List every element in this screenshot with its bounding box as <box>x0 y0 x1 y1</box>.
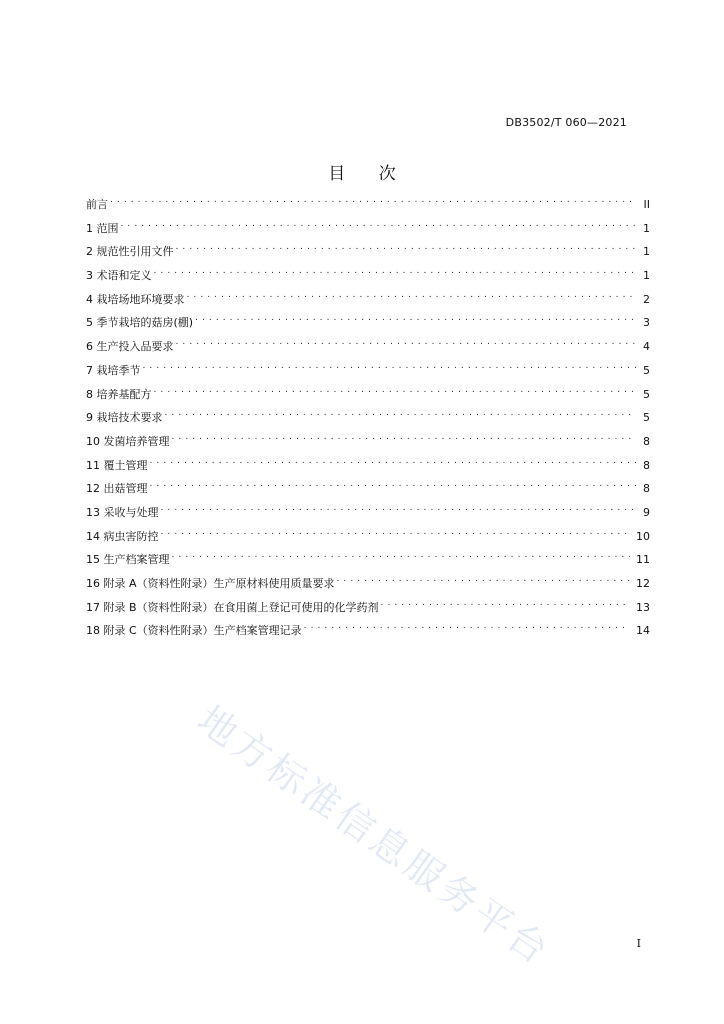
dot-leader <box>154 382 637 398</box>
toc-entry-label: 15 生产档案管理 <box>86 553 170 567</box>
dot-leader <box>195 310 636 326</box>
toc-entry-label: 前言 <box>86 198 108 211</box>
toc-entry-label: 4 栽培场地环境要求 <box>86 292 185 306</box>
dot-leader <box>176 334 637 350</box>
toc-entry-page: 9 <box>643 505 650 519</box>
toc-entry-label: 16 附录 A（资料性附录）生产原材料使用质量要求 <box>86 577 335 590</box>
toc-entry-page: 11 <box>636 553 650 567</box>
dot-leader <box>337 571 630 587</box>
toc-entry-production-inputs[interactable] <box>86 334 650 358</box>
toc-entry-page: 1 <box>643 221 650 235</box>
toc-entry-label: 12 出菇管理 <box>86 482 148 496</box>
page-number: I <box>636 937 641 950</box>
dot-leader <box>154 263 637 279</box>
toc-entry-foreword[interactable] <box>86 192 650 216</box>
dot-leader <box>172 429 637 445</box>
toc-entry-terms-definitions[interactable] <box>86 263 650 287</box>
toc-entry-spawn-running[interactable] <box>86 429 650 453</box>
toc-entry-page: 5 <box>643 363 650 377</box>
toc-entry-label: 6 生产投入品要求 <box>86 340 174 354</box>
toc-entry-label: 7 栽培季节 <box>86 363 141 377</box>
toc-entry-label: 17 附录 B（资料性附录）在食用菌上登记可使用的化学药剂 <box>86 600 379 614</box>
dot-leader <box>165 405 637 421</box>
toc-entry-label: 5 季节栽培的菇房(棚) <box>86 316 194 330</box>
toc-entry-page: 8 <box>643 434 650 448</box>
toc-entry-casing-management[interactable] <box>86 453 650 477</box>
dot-leader <box>161 500 637 516</box>
toc-entry-mushroom-house[interactable] <box>86 310 650 334</box>
toc-entry-fruiting-management[interactable] <box>86 476 650 500</box>
toc-entry-label: 8 培养基配方 <box>86 387 152 401</box>
watermark: 地方标准信息服务平台 <box>189 697 559 975</box>
toc-entry-page: 3 <box>643 316 650 330</box>
dot-leader <box>143 358 637 374</box>
toc-entry-page: 1 <box>643 269 650 283</box>
toc-entry-page: II <box>643 198 650 211</box>
toc-entry-page: 13 <box>636 600 650 614</box>
toc-entry-appendix-b[interactable] <box>86 595 650 619</box>
toc-entry-site-environment[interactable] <box>86 287 650 311</box>
toc-entry-label: 1 范围 <box>86 221 119 235</box>
toc-entry-normative-references[interactable] <box>86 239 650 263</box>
toc-entry-label: 14 病虫害防控 <box>86 529 159 543</box>
dot-leader <box>150 476 637 492</box>
toc-entry-label: 10 发菌培养管理 <box>86 434 170 448</box>
toc-entry-label: 9 栽培技术要求 <box>86 411 163 425</box>
dot-leader <box>176 239 637 255</box>
dot-leader <box>150 453 637 469</box>
dot-leader <box>381 595 630 611</box>
toc-entry-medium-formula[interactable] <box>86 382 650 406</box>
toc-entry-label: 2 规范性引用文件 <box>86 245 174 259</box>
toc-entry-page: 10 <box>636 529 650 543</box>
toc-entry-page: 1 <box>643 245 650 259</box>
toc-entry-technical-requirements[interactable] <box>86 405 650 429</box>
toc-entry-page: 5 <box>643 411 650 425</box>
dot-leader <box>304 618 630 634</box>
toc-entry-scope[interactable] <box>86 216 650 240</box>
dot-leader <box>121 216 637 232</box>
toc-entry-cultivation-season[interactable] <box>86 358 650 382</box>
dot-leader <box>161 524 631 540</box>
toc-entry-label: 18 附录 C（资料性附录）生产档案管理记录 <box>86 624 302 638</box>
toc-entry-page: 5 <box>643 387 650 401</box>
toc-entry-appendix-c[interactable] <box>86 618 650 642</box>
toc-entry-page: 8 <box>643 482 650 496</box>
toc-title: 目 次 <box>328 164 410 184</box>
document-code: DB3502/T 060—2021 <box>505 116 627 129</box>
toc-entry-records-management[interactable] <box>86 547 650 571</box>
toc-entry-label: 11 覆土管理 <box>86 458 148 472</box>
dot-leader <box>172 547 631 563</box>
toc-entry-page: 2 <box>643 292 650 306</box>
dot-leader <box>110 192 636 208</box>
toc-entry-page: 14 <box>636 624 650 638</box>
toc-entry-pest-control[interactable] <box>86 524 650 548</box>
toc-entry-page: 12 <box>636 577 650 590</box>
dot-leader <box>187 287 637 303</box>
table-of-contents <box>86 192 650 642</box>
toc-entry-label: 3 术语和定义 <box>86 269 152 283</box>
toc-entry-page: 4 <box>643 340 650 354</box>
toc-entry-harvest-processing[interactable] <box>86 500 650 524</box>
toc-entry-appendix-a[interactable] <box>86 571 650 595</box>
toc-entry-page: 8 <box>643 458 650 472</box>
toc-entry-label: 13 采收与处理 <box>86 505 159 519</box>
